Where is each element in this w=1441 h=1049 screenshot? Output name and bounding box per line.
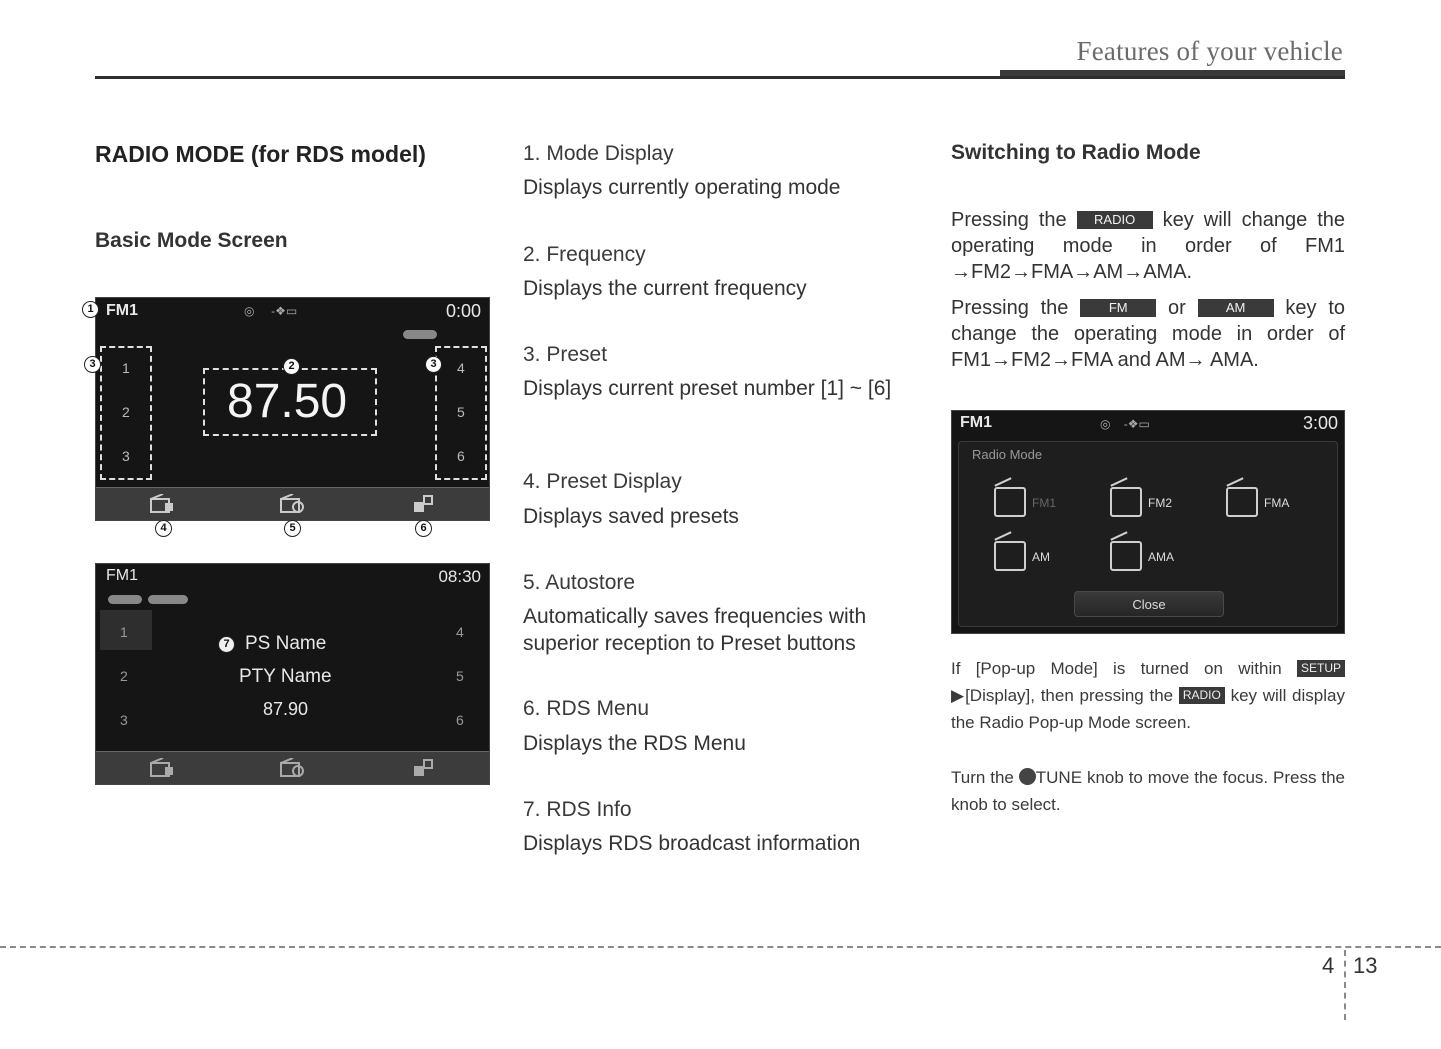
radio-key-label-2: RADIO xyxy=(1179,687,1225,704)
autostore-icon xyxy=(279,494,305,514)
item-5-desc: Automatically saves frequencies with superior reception to Preset buttons xyxy=(523,605,867,655)
screen2-preset-6: 6 xyxy=(456,712,464,728)
screen2-bottom-bar xyxy=(96,751,489,784)
screen1-bottom-bar xyxy=(96,487,489,520)
callout-4: 4 xyxy=(155,520,172,537)
screen1-preset-2: 2 xyxy=(122,404,130,420)
section-title: RADIO MODE (for RDS model) xyxy=(95,141,426,167)
screen2-time: 08:30 xyxy=(438,567,481,586)
screen1-preset-5: 5 xyxy=(457,404,465,420)
screen2-frequency: 87.90 xyxy=(263,699,309,719)
item-2-title: 2. Frequency xyxy=(523,243,646,266)
callout-3-right: 3 xyxy=(425,356,442,373)
screen1-preset-6: 6 xyxy=(457,448,465,464)
paragraph-fm-am-keys: Pressing the FM or AM key to change the operating mode in order of FM1→FM2→FMA and AM→ AMA. xyxy=(951,297,1346,371)
screen2-mode: FM1 xyxy=(106,567,138,584)
chapter-number: 4 xyxy=(1322,953,1335,978)
screen2-badge-2 xyxy=(148,595,188,604)
radio-icon xyxy=(1226,487,1258,517)
radio-icon xyxy=(994,541,1026,571)
item-3-title: 3. Preset xyxy=(523,343,608,366)
callout-3-left: 3 xyxy=(84,356,101,373)
callout-6: 6 xyxy=(415,520,432,537)
autostore-icon xyxy=(279,758,305,778)
pty-name: PTY Name xyxy=(239,666,332,687)
screen2-preset-5: 5 xyxy=(456,668,464,684)
screen2-preset-1: 1 xyxy=(120,624,128,640)
screen2-preset-4: 4 xyxy=(456,624,464,640)
screen1-status-icons: ◎ -❖▭ xyxy=(244,304,298,318)
popup-option-fm2[interactable]: FM2 xyxy=(1110,485,1202,525)
popup-option-am[interactable]: AM xyxy=(994,539,1086,579)
paragraph-radio-key: Pressing the RADIO key will change the operating mode in order of FM1 →FM2→FMA→AM→AMA. xyxy=(951,209,1345,283)
paragraph-popup-mode: If [Pop-up Mode] is turned on within SETUP▶[Display], then pressing the RADIO key will display the Radio Pop-up Mode screen. xyxy=(951,659,1345,732)
footer-divider xyxy=(1344,950,1346,1020)
radio-icon xyxy=(994,487,1026,517)
screen1-preset-4: 4 xyxy=(457,360,465,376)
item-1-title: 1. Mode Display xyxy=(523,142,674,165)
popup-option-fm1[interactable]: FM1 xyxy=(994,485,1086,525)
screen2-badge-1 xyxy=(108,595,142,604)
item-1-desc: Displays currently operating mode xyxy=(523,176,841,199)
page-number: 13 xyxy=(1353,953,1378,978)
callout-1: 1 xyxy=(82,301,99,318)
tune-knob-icon xyxy=(1019,768,1036,785)
fm-key-label: FM xyxy=(1080,299,1156,317)
basic-mode-screen xyxy=(95,297,490,521)
popup-option-ama[interactable]: AMA xyxy=(1110,539,1202,579)
screen1-mode: FM1 xyxy=(106,302,138,319)
switching-title: Switching to Radio Mode xyxy=(951,141,1201,164)
item-6-title: 6. RDS Menu xyxy=(523,697,650,720)
screen2-preset-2: 2 xyxy=(120,668,128,684)
screen1-badge xyxy=(403,330,437,339)
ps-name: PS Name xyxy=(245,633,327,654)
preset-display-icon xyxy=(149,494,175,514)
radio-icon xyxy=(1110,487,1142,517)
screen2-preset-3: 3 xyxy=(120,712,128,728)
popup-time: 3:00 xyxy=(1302,413,1338,433)
footer-rule xyxy=(0,946,1441,948)
popup-close-button[interactable]: Close xyxy=(1074,591,1224,617)
rds-info-screen xyxy=(95,563,490,785)
radio-icon xyxy=(1110,541,1142,571)
am-key-label: AM xyxy=(1198,299,1274,317)
item-4-desc: Displays saved presets xyxy=(523,505,739,528)
rds-menu-icon xyxy=(410,758,436,778)
popup-title: Radio Mode xyxy=(972,447,1043,462)
callout-2: 2 xyxy=(283,358,300,375)
item-3-desc: Displays current preset number [1] ~ [6] xyxy=(523,377,892,400)
popup-mode: FM1 xyxy=(960,414,992,431)
running-header: Features of your vehicle xyxy=(1076,36,1343,66)
screen1-preset-3: 3 xyxy=(122,448,130,464)
callout-5: 5 xyxy=(284,520,301,537)
screen1-time: 0:00 xyxy=(445,301,481,321)
popup-option-fma[interactable]: FMA xyxy=(1226,485,1318,525)
subsection-title: Basic Mode Screen xyxy=(95,229,288,252)
screen1-frequency: 87.50 xyxy=(227,375,348,428)
radio-key-label: RADIO xyxy=(1077,211,1153,229)
item-2-desc: Displays the current frequency xyxy=(523,277,807,300)
item-7-title: 7. RDS Info xyxy=(523,798,632,821)
header-rule xyxy=(95,76,1345,79)
item-6-desc: Displays the RDS Menu xyxy=(523,732,746,755)
item-5-title: 5. Autostore xyxy=(523,571,636,594)
setup-key-label: SETUP xyxy=(1297,660,1345,677)
item-4-title: 4. Preset Display xyxy=(523,470,682,493)
preset-display-icon xyxy=(149,758,175,778)
callout-7: 7 xyxy=(218,636,235,653)
popup-status-icons: ◎ -❖▭ xyxy=(1100,417,1150,431)
radio-popup-screen xyxy=(951,410,1345,634)
screen1-preset-1: 1 xyxy=(122,360,130,376)
rds-menu-icon xyxy=(410,494,436,514)
paragraph-tune-knob: Turn the TUNE knob to move the focus. Press the knob to select. xyxy=(951,768,1345,814)
item-7-desc: Displays RDS broadcast information xyxy=(523,832,861,855)
